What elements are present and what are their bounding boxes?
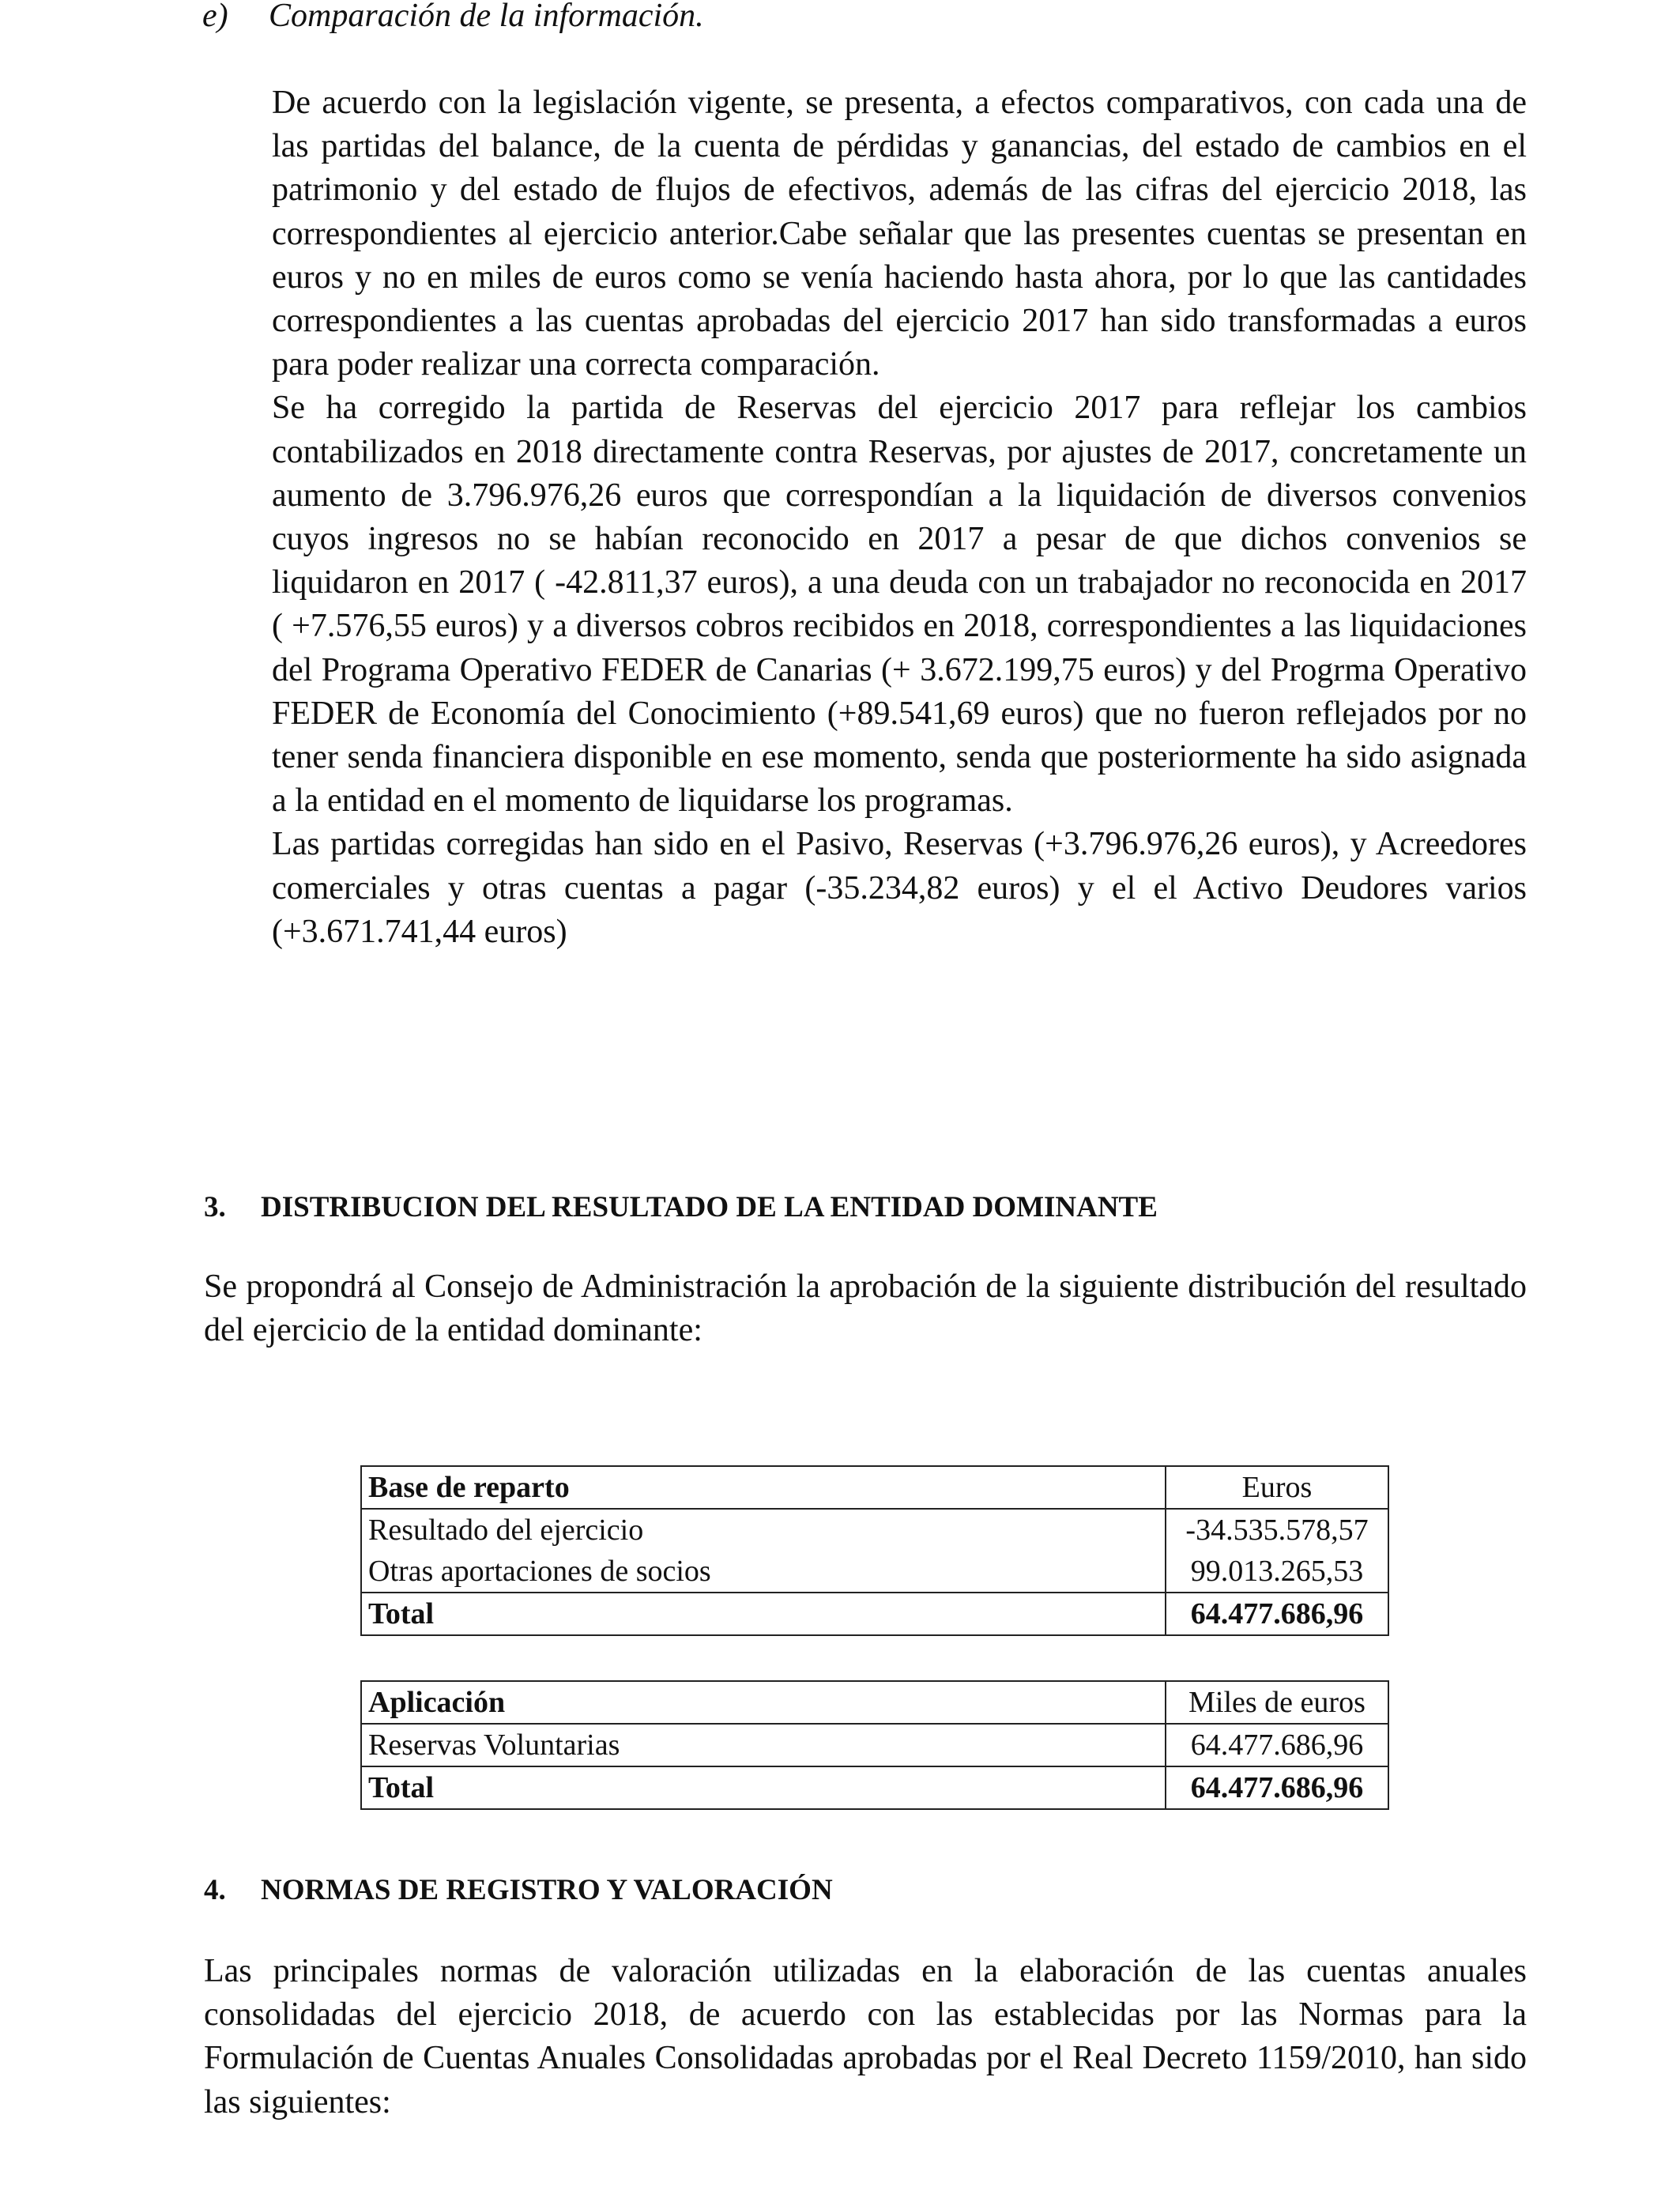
table-row bbox=[361, 1724, 1388, 1766]
table-header-label: Aplicación bbox=[361, 1681, 1166, 1724]
table-cell-label: Otras aportaciones de socios bbox=[361, 1551, 1166, 1593]
section-e-heading bbox=[202, 0, 704, 38]
table-row bbox=[361, 1551, 1388, 1593]
section-e-marker: e) bbox=[202, 0, 228, 34]
table-cell-value: 64.477.686,96 bbox=[1166, 1724, 1388, 1766]
section-3-title: DISTRIBUCION DEL RESULTADO DE LA ENTIDAD DOMINANTE bbox=[261, 1191, 1158, 1223]
table-total-label: Total bbox=[361, 1593, 1166, 1635]
section-e-body bbox=[272, 81, 1527, 954]
table-cell-value: 99.013.265,53 bbox=[1166, 1551, 1388, 1593]
section-4-title: NORMAS DE REGISTRO Y VALORACIÓN bbox=[261, 1874, 833, 1906]
table-total-label: Total bbox=[361, 1766, 1166, 1809]
section-4-intro-text: Las principales normas de valoración utilizadas en la elaboración de las cuentas anuales consolidadas del ejercicio 2018, de acuerdo con las establecidas por las Normas para la Formulación de Cuentas Anuales Consolidadas aprobadas por el Real Decreto 1159/2010, han sido las siguientes: bbox=[204, 1953, 1527, 2120]
section-e-paragraph-1: De acuerdo con la legislación vigente, se presenta, a efectos comparativos, con cada una de las partidas del balance, de la cuenta de pérdidas y ganancias, del estado de cambios en el patrimonio y del estado de flujos de efectivos, además de las cifras del ejercicio 2018, las correspondientes al ejercicio anterior.Cabe señalar que las presentes cuentas se presentan en euros y no en miles de euros como se venía haciendo hasta ahora, por lo que las cantidades correspondientes a las cuentas aprobadas del ejercicio 2017 han sido transformadas a euros para poder realizar una correcta comparación. bbox=[272, 85, 1527, 383]
section-e-title: Comparación de la información. bbox=[269, 0, 704, 34]
section-3-number: 3. bbox=[204, 1191, 226, 1223]
section-3-intro-text: Se propondrá al Consejo de Administración la aprobación de la siguiente distribución del resultado del ejercicio de la entidad dominante: bbox=[204, 1269, 1527, 1349]
table-total-row bbox=[361, 1593, 1388, 1635]
section-4-heading bbox=[204, 1871, 833, 1910]
table-row bbox=[361, 1509, 1388, 1551]
table-cell-label: Reservas Voluntarias bbox=[361, 1724, 1166, 1766]
section-4-intro bbox=[204, 1950, 1527, 2124]
base-de-reparto-table bbox=[360, 1465, 1389, 1636]
section-e-paragraph-2: Se ha corregido la partida de Reservas del ejercicio 2017 para reflejar los cambios contabilizados en 2018 directamente contra Reservas, por ajustes de 2017, concretamente un aumento de 3.796.976,26 euros que correspondían a la liquidación de diversos convenios cuyos ingresos no se habían reconocido en 2017 a pesar de que dichos convenios se liquidaron en 2017 ( -42.811,37 euros), a una deuda con un trabajador no reconocida en 2017 ( +7.576,55 euros) y a diversos cobros recibidos en 2018, correspondientes a las liquidaciones del Programa Operativo FEDER de Canarias (+ 3.672.199,75 euros) y del Progrma Operativo FEDER de Economía del Conocimiento (+89.541,69 euros) que no fueron reflejados por no tener senda financiera disponible en ese momento, senda que posteriormente ha sido asignada a la entidad en el momento de liquidarse los programas. bbox=[272, 390, 1527, 820]
section-4-number: 4. bbox=[204, 1874, 226, 1906]
table-total-row bbox=[361, 1766, 1388, 1809]
table-header-row bbox=[361, 1681, 1388, 1724]
table-header-value: Euros bbox=[1166, 1466, 1388, 1509]
table-total-value: 64.477.686,96 bbox=[1166, 1593, 1388, 1635]
section-3-heading bbox=[204, 1188, 1158, 1227]
section-3-intro bbox=[204, 1265, 1527, 1352]
section-e-paragraph-3: Las partidas corregidas han sido en el Pasivo, Reservas (+3.796.976,26 euros), y Acreedores comerciales y otras cuentas a pagar (-35.234,82 euros) y el el Activo Deudores varios (+3.671.741,44 euros) bbox=[272, 826, 1527, 950]
table-header-label: Base de reparto bbox=[361, 1466, 1166, 1509]
aplicacion-table bbox=[360, 1680, 1389, 1810]
table-total-value: 64.477.686,96 bbox=[1166, 1766, 1388, 1809]
table-cell-value: -34.535.578,57 bbox=[1166, 1509, 1388, 1551]
table-cell-label: Resultado del ejercicio bbox=[361, 1509, 1166, 1551]
table-header-row bbox=[361, 1466, 1388, 1509]
table-header-value: Miles de euros bbox=[1166, 1681, 1388, 1724]
